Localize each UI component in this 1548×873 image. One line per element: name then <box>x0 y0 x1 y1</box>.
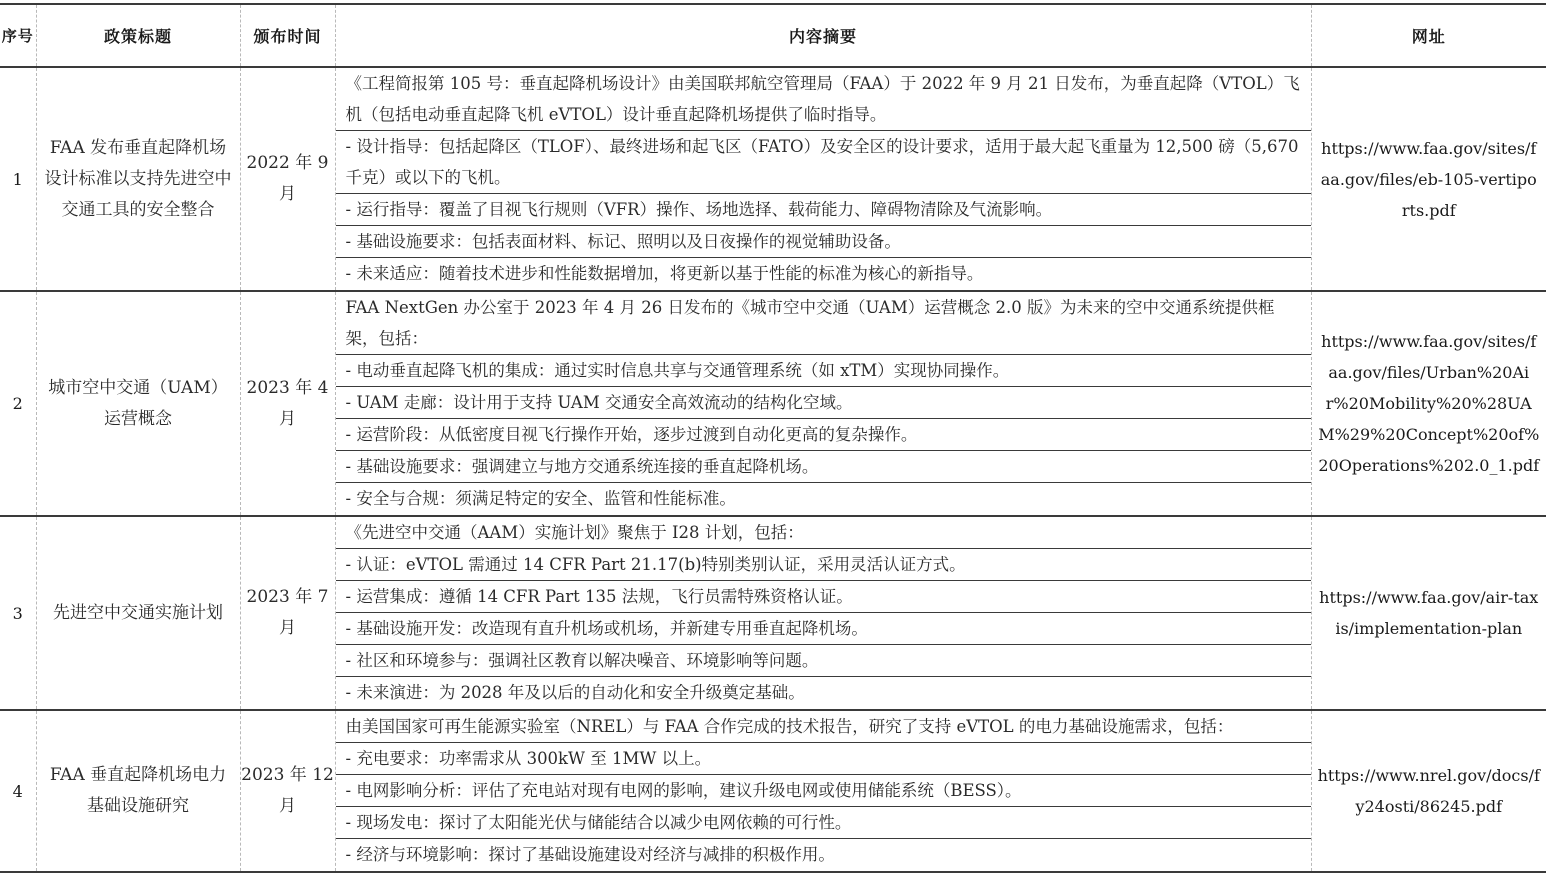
summary-point: - 经济与环境影响：探讨了基础设施建设对经济与减排的积极作用。 <box>345 845 835 864</box>
summary-intro: FAA NextGen 办公室于 2023 年 4 月 26 日发布的《城市空中交通（UAM）运营概念 2.0 版》为未来的空中交通系统提供框架，包括： <box>336 292 1311 355</box>
header-summary: 内容摘要 <box>335 4 1311 67</box>
summary-point: - 运行指导：覆盖了目视飞行规则（VFR）操作、场地选择、载荷能力、障碍物清除及气流影响。 <box>336 194 1311 226</box>
policy-title: 先进空中交通实施计划 <box>36 516 240 710</box>
summary-cell <box>335 291 1311 516</box>
table-row <box>0 710 1546 872</box>
row-index: 3 <box>0 516 36 710</box>
summary-cell <box>335 516 1311 710</box>
policy-title: FAA 垂直起降机场电力基础设施研究 <box>36 710 240 872</box>
issue-date: 2023 年 12 月 <box>240 710 335 872</box>
summary-point: - 充电要求：功率需求从 300kW 至 1MW 以上。 <box>336 743 1311 775</box>
table-row <box>0 291 1546 516</box>
policy-table <box>0 3 1546 873</box>
summary-intro: 《工程简报第 105 号：垂直起降机场设计》由美国联邦航空管理局（FAA）于 2022 年 9 月 21 日发布，为垂直起降（VTOL）飞机（包括电动垂直起降飞机 eVTOL）设计垂直起降机场提供了临时指导。 <box>336 68 1311 131</box>
header-title: 政策标题 <box>36 4 240 67</box>
row-index: 2 <box>0 291 36 516</box>
header-row <box>0 4 1546 67</box>
row-index: 1 <box>0 67 36 291</box>
summary-point: - 未来演进：为 2028 年及以后的自动化和安全升级奠定基础。 <box>345 683 805 702</box>
source-url: https://www.nrel.gov/docs/fy24osti/86245.pdf <box>1311 710 1546 872</box>
issue-date: 2022 年 9 月 <box>240 67 335 291</box>
summary-point: - 设计指导：包括起降区（TLOF）、最终进场和起飞区（FATO）及安全区的设计要求，适用于最大起飞重量为 12,500 磅（5,670 千克）或以下的飞机。 <box>336 131 1311 194</box>
summary-point: - UAM 走廊：设计用于支持 UAM 交通安全高效流动的结构化空域。 <box>336 387 1311 419</box>
summary-point: - 认证：eVTOL 需通过 14 CFR Part 21.17(b)特别类别认证，采用灵活认证方式。 <box>336 549 1311 581</box>
issue-date: 2023 年 4 月 <box>240 291 335 516</box>
summary-cell <box>335 67 1311 291</box>
summary-intro: 《先进空中交通（AAM）实施计划》聚焦于 I28 计划，包括： <box>336 517 1311 549</box>
source-url: https://www.faa.gov/air-taxis/implementation-plan <box>1311 516 1546 710</box>
row-index: 4 <box>0 710 36 872</box>
issue-date: 2023 年 7 月 <box>240 516 335 710</box>
summary-point: - 现场发电：探讨了太阳能光伏与储能结合以减少电网依赖的可行性。 <box>336 807 1311 839</box>
policy-title: 城市空中交通（UAM）运营概念 <box>36 291 240 516</box>
header-date: 颁布时间 <box>240 4 335 67</box>
summary-point: - 运营阶段：从低密度目视飞行操作开始，逐步过渡到自动化更高的复杂操作。 <box>336 419 1311 451</box>
summary-point: - 电网影响分析：评估了充电站对现有电网的影响，建议升级电网或使用储能系统（BESS）。 <box>336 775 1311 807</box>
summary-cell <box>335 710 1311 872</box>
table-row <box>0 516 1546 710</box>
table-row <box>0 67 1546 291</box>
source-url: https://www.faa.gov/sites/faa.gov/files/eb-105-vertiports.pdf <box>1311 67 1546 291</box>
summary-intro: 由美国国家可再生能源实验室（NREL）与 FAA 合作完成的技术报告，研究了支持 eVTOL 的电力基础设施需求，包括： <box>336 711 1311 743</box>
summary-point: - 基础设施要求：强调建立与地方交通系统连接的垂直起降机场。 <box>336 451 1311 483</box>
header-url: 网址 <box>1311 4 1546 67</box>
summary-point: - 未来适应：随着技术进步和性能数据增加，将更新以基于性能的标准为核心的新指导。 <box>345 264 984 283</box>
summary-point: - 基础设施开发：改造现有直升机场或机场，并新建专用垂直起降机场。 <box>336 613 1311 645</box>
source-url: https://www.faa.gov/sites/faa.gov/files/Urban%20Air%20Mobility%20%28UAM%29%20Concept%20of%20Operations%202.0_1.pdf <box>1311 291 1546 516</box>
summary-point: - 社区和环境参与：强调社区教育以解决噪音、环境影响等问题。 <box>336 645 1311 677</box>
summary-point: - 运营集成：遵循 14 CFR Part 135 法规，飞行员需特殊资格认证。 <box>336 581 1311 613</box>
summary-point: - 安全与合规：须满足特定的安全、监管和性能标准。 <box>345 489 736 508</box>
summary-point: - 基础设施要求：包括表面材料、标记、照明以及日夜操作的视觉辅助设备。 <box>336 226 1311 258</box>
summary-point: - 电动垂直起降飞机的集成：通过实时信息共享与交通管理系统（如 xTM）实现协同操作。 <box>336 355 1311 387</box>
header-index: 序号 <box>0 4 36 67</box>
policy-title: FAA 发布垂直起降机场设计标准以支持先进空中交通工具的安全整合 <box>36 67 240 291</box>
